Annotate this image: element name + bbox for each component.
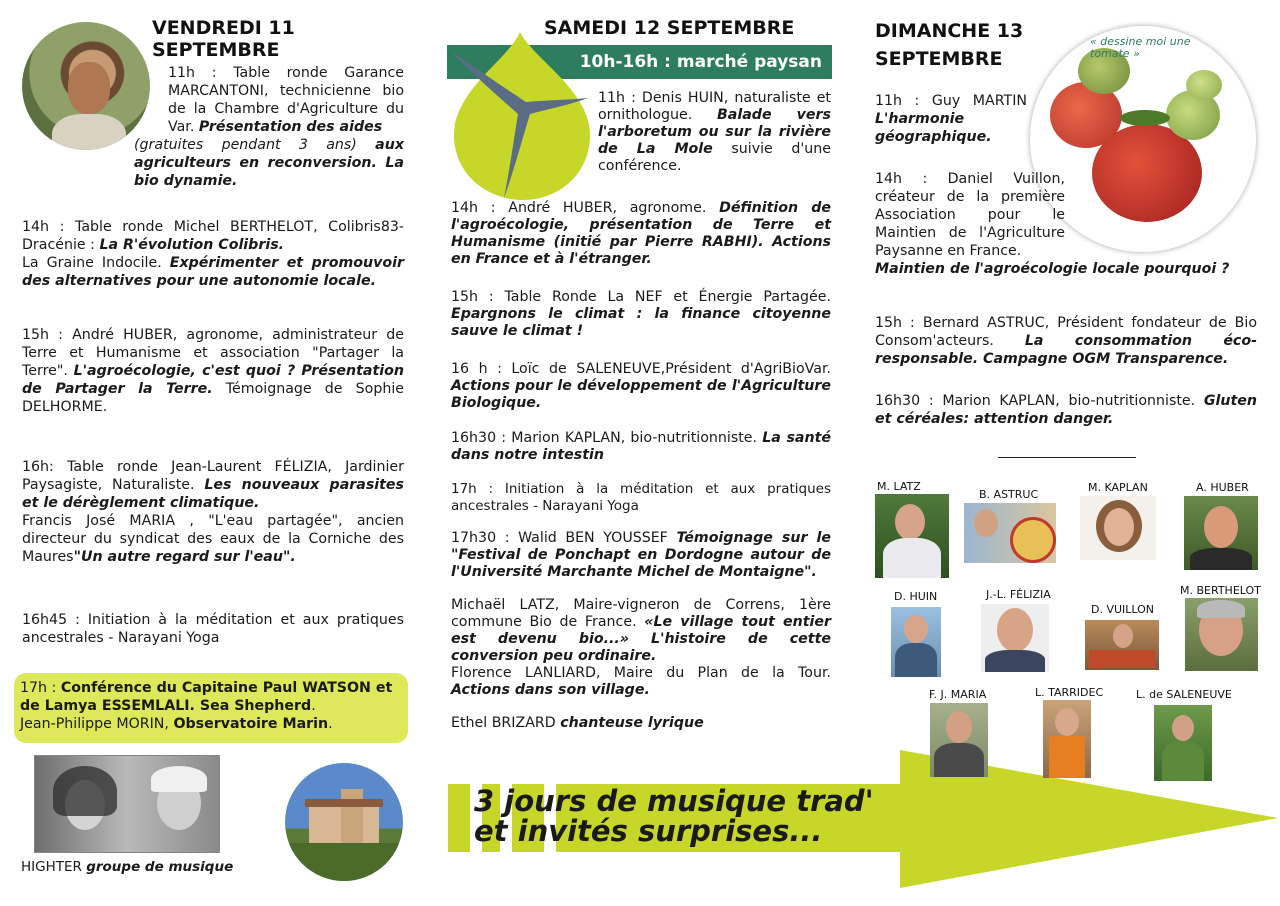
speaker-caption-maria: F. J. MARIA	[929, 688, 987, 701]
speaker-caption-felizia: J.-L. FÉLIZIA	[986, 588, 1051, 601]
market-banner-label: 10h-16h : marché paysan	[579, 52, 822, 72]
speaker-photo-huber	[1184, 496, 1258, 570]
sunday-event-15h: 15h : Bernard ASTRUC, Président fondateur de Bio Consom'acteurs. La consommation éco-responsable. Campagne OGM Transparence.	[875, 315, 1257, 367]
friday-event-14h: 14h : Table ronde Michel BERTHELOT, Colibris83-Dracénie : La R'évolution Colibris. La Graine Indocile. Expérimenter et promouvoir des alternatives pour une autonomie locale.	[22, 219, 404, 289]
divider	[998, 457, 1136, 458]
friday-event-17h: 17h : Conférence du Capitaine Paul WATSON et de Lamya ESSEMLALI. Sea Shepherd. Jean-Philippe MORIN, Observatoire Marin.	[20, 680, 393, 732]
friday-event-11h: 11h : Table ronde Garance MARCANTONI, technicienne bio de la Chambre d'Agriculture du Var. Présentation des aides (gratuites pendant 3 ans) aux agriculteurs en reconversion. La bio dynamie.	[134, 65, 404, 189]
saturday-event-16h: 16 h : Loïc de SALENEUVE,Président d'AgriBioVar. Actions pour le développement de l'Agriculture Biologique.	[451, 361, 831, 411]
saturday-event-11h: 11h : Denis HUIN, naturaliste et ornithologue. Balade vers l'arboretum ou sur la rivière de La Mole suivie d'une conférence.	[598, 90, 831, 174]
sunday-event-14h: 14h : Daniel Vuillon, créateur de la première Association pour le Maintien de l'Agriculture Paysanne en France. Maintien de l'agroécologie locale pourquoi ?	[875, 171, 1230, 277]
speaker-caption-huber: A. HUBER	[1196, 481, 1249, 494]
saturday-event-17h: 17h : Initiation à la méditation et aux pratiques ancestrales - Narayani Yoga	[451, 481, 831, 514]
speaker-caption-latz: M. LATZ	[877, 480, 921, 493]
speaker-caption-huin: D. HUIN	[894, 590, 938, 603]
friday-title: VENDREDI 11 SEPTEMBRE	[152, 17, 295, 61]
friday-event-15h: 15h : André HUBER, agronome, administrateur de Terre et Humanisme et association "Partager la Terre". L'agroécologie, c'est quoi ? Présentation de Partager la Terre. Témoignage de Sophie DELHORME.	[22, 327, 405, 415]
chateau-photo	[285, 763, 403, 881]
saturday-event-14h: 14h : André HUBER, agronome. Définition de l'agroécologie, présentation de Terre et Humanisme (initié par Pierre RABHI). Actions en France et à l'étranger.	[451, 200, 831, 267]
speaker-caption-saleneuve: L. de SALENEUVE	[1136, 688, 1232, 701]
saturday-event-brizard: Ethel BRIZARD chanteuse lyrique	[451, 715, 704, 731]
saturday-event-15h: 15h : Table Ronde La NEF et Énergie Partagée. Epargnons le climat : la finance citoyenne sauve le climat !	[451, 289, 831, 339]
sunday-event-11h: 11h : Guy MARTIN L'harmonie géographique.	[875, 93, 1027, 145]
music-line-2: et invités surprises...	[474, 814, 823, 848]
speaker-photo-astruc	[964, 503, 1056, 563]
sunday-title: DIMANCHE 13 SEPTEMBRE	[875, 20, 1024, 70]
saturday-event-16h30: 16h30 : Marion KAPLAN, bio-nutritionniste. La santé dans notre intestin	[451, 430, 831, 463]
sunday-event-16h30: 16h30 : Marion KAPLAN, bio-nutritionniste. Gluten et céréales: attention danger.	[875, 393, 1257, 427]
speaker-caption-vuillon: D. VUILLON	[1091, 603, 1155, 616]
speaker-photo-berthelot	[1185, 598, 1258, 671]
saturday-title: SAMEDI 12 SEPTEMBRE	[544, 17, 795, 39]
speaker-caption-astruc: B. ASTRUC	[979, 488, 1039, 501]
speaker-caption-tarridec: L. TARRIDEC	[1035, 686, 1104, 699]
speaker-caption-kaplan: M. KAPLAN	[1088, 481, 1148, 494]
speaker-photo-tarridec	[1043, 700, 1091, 778]
speaker-photo-maria	[930, 703, 988, 777]
speaker-photo-felizia	[981, 604, 1049, 672]
speaker-photo-latz	[875, 494, 949, 578]
saturday-event-latz: Michaël LATZ, Maire-vigneron de Correns, 1ère commune Bio de France. «Le village tout entier est devenu bio...» L'histoire de cette conversion peu ordinaire. Florence LANLIARD, Maire du Plan de la Tour. Actions dans son village.	[451, 597, 831, 698]
speaker-photo-huin	[891, 607, 941, 677]
speaker-photo-saleneuve	[1154, 705, 1212, 781]
sunday-event-14h-wrap: 14h : Daniel Vuillon, créateur de la première Association pour le Maintien de l'Agriculture Paysanne en France.	[875, 171, 1065, 259]
friday-event-16h: 16h: Table ronde Jean-Laurent FÉLIZIA, Jardinier Paysagiste, Naturaliste. Les nouveaux parasites et le dérèglement climatique. Francis José MARIA , "L'eau partagée", ancien directeur du syndicat des eaux de la Corniche des Maures"Un autre regard sur l'eau".	[22, 459, 404, 565]
saturday-event-17h30: 17h30 : Walid BEN YOUSSEF Témoignage sur le "Festival de Ponchapt en Dordogne autour de l'Université Marchante Michel de Montaigne".	[451, 530, 831, 580]
music-line-1: 3 jours de musique trad'	[474, 784, 874, 818]
highter-caption: HIGHTER groupe de musique	[21, 859, 234, 875]
speaker-photo-vuillon	[1085, 620, 1159, 670]
highter-photo	[34, 755, 220, 853]
tomato-logo-text: « dessine moi une tomate »	[1090, 35, 1191, 60]
speaker-caption-berthelot: M. BERTHELOT	[1180, 584, 1261, 597]
friday-event-16h45: 16h45 : Initiation à la méditation et aux pratiques ancestrales - Narayani Yoga	[22, 612, 404, 646]
speaker-photo-kaplan	[1080, 496, 1156, 560]
logo-drop-icon	[448, 30, 598, 202]
